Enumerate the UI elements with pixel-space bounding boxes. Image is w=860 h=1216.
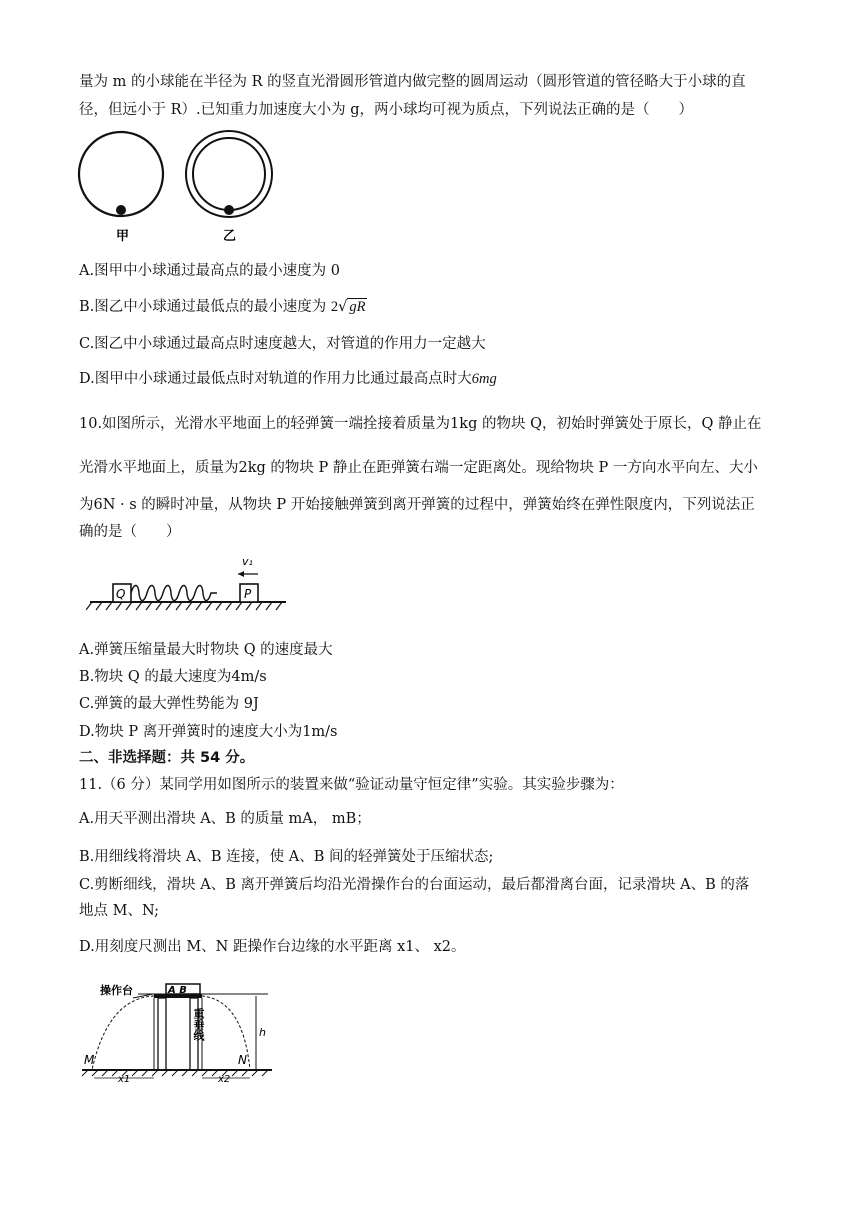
q11-step-b: B.用细线将滑块 A、B 连接，使 A、B 间的轻弹簧处于压缩状态; [79,849,494,865]
fig-label-right: 乙 [223,229,237,244]
q9-option-b-radicand: gR [349,299,366,315]
q10-figure [86,552,291,614]
q11-figure [78,972,278,1084]
q10-stem-line1: 10.如图所示，光滑水平地面上的轻弹簧一端拴接着质量为1kg 的物块 Q，初始时弹簧处于原长，Q 静止在 [79,416,762,432]
sqrt-sign: √ [338,299,348,315]
ball-left [116,205,126,215]
tube-outer-circle [186,131,272,217]
q9-stem-line1: 量为 m 的小球能在半径为 R 的竖直光滑圆形管道内做完整的圆周运动（圆形管道的管径略大于小球的直 [79,74,746,90]
trajectory-left [92,996,154,1070]
q9-option-d-text: D.图甲中小球通过最低点时对轨道的作用力比通过最高点时大 [79,371,472,387]
label-x1: x1 [118,1074,131,1084]
fig-label-left: 甲 [116,229,130,244]
label-ab: A B [168,985,187,996]
q11-step-c-line2: 地点 M、N; [79,903,160,919]
q10-option-b: B.物块 Q 的最大速度为4m/s [79,669,267,685]
ball-right [224,205,234,215]
q10-stem-line4: 确的是（ ） [79,524,181,540]
spring [131,586,217,601]
label-table: 操作台 [100,984,133,997]
q11-step-d: D.用刻度尺测出 M、N 距操作台边缘的水平距离 x1、 x2。 [79,939,466,955]
ground-hatch [86,602,282,610]
velocity-label: v₁ [242,555,253,568]
q10-option-c: C.弹簧的最大弹性势能为 9J [79,696,259,712]
q10-option-a: A.弹簧压缩量最大时物块 Q 的速度最大 [79,642,333,658]
arrow-head-icon [238,571,244,577]
label-plumb-text: 重垂线 [172,1008,205,1021]
q9-option-b-text: B.图乙中小球通过最低点的最小速度为 [79,299,327,315]
q9-option-c: C.图乙中小球通过最高点时速度越大，对管道的作用力一定越大 [79,336,486,352]
label-n: N [238,1053,247,1067]
q9-stem-line2: 径，但远小于 R）.已知重力加速度大小为 g，两小球均可视为质点，下列说法正确的是（ ） [79,102,694,118]
label-plumb [172,1007,205,1042]
q9-figure [76,128,276,248]
block-p-label: P [244,587,252,601]
q10-option-d: D.物块 P 离开弹簧时的速度大小为1m/s [79,724,338,740]
tube-inner-circle [193,138,265,210]
block-q-label: Q [116,587,126,601]
q11-step-c-line1: C.剪断细线，滑块 A、B 离开弹簧后均沿光滑操作台的台面运动，最后都滑离台面，记录滑块 A、B 的落 [79,877,750,893]
q9-option-b-coef: 2 [330,299,339,315]
q10-stem-line3: 为6N · s 的瞬时冲量，从物块 P 开始接触弹簧到离开弹簧的过程中，弹簧始终在弹性限度内，下列说法正 [79,497,755,513]
track-circle-left [79,132,163,216]
q9-option-d [79,367,497,388]
q9-option-d-value: 6mg [471,371,497,387]
label-m: M [84,1053,95,1067]
q9-option-b [79,295,367,316]
label-x2: x2 [218,1074,231,1084]
q10-stem-line2: 光滑水平地面上，质量为2kg 的物块 P 静止在距弹簧右端一定距离处。现给物块 P 一方向水平向左、大小 [79,460,758,476]
q9-option-a: A.图甲中小球通过最高点的最小速度为 0 [79,263,340,279]
table-leg-left [158,998,166,1070]
label-h: h [259,1026,266,1039]
section-heading: 二、非选择题：共 54 分。 [79,750,255,766]
q11-step-a: A.用天平测出滑块 A、B 的质量 mA， mB； [79,811,371,827]
q11-stem: 11.（6 分）某同学用如图所示的装置来做“验证动量守恒定律”实验。其实验步骤为： [79,777,624,793]
